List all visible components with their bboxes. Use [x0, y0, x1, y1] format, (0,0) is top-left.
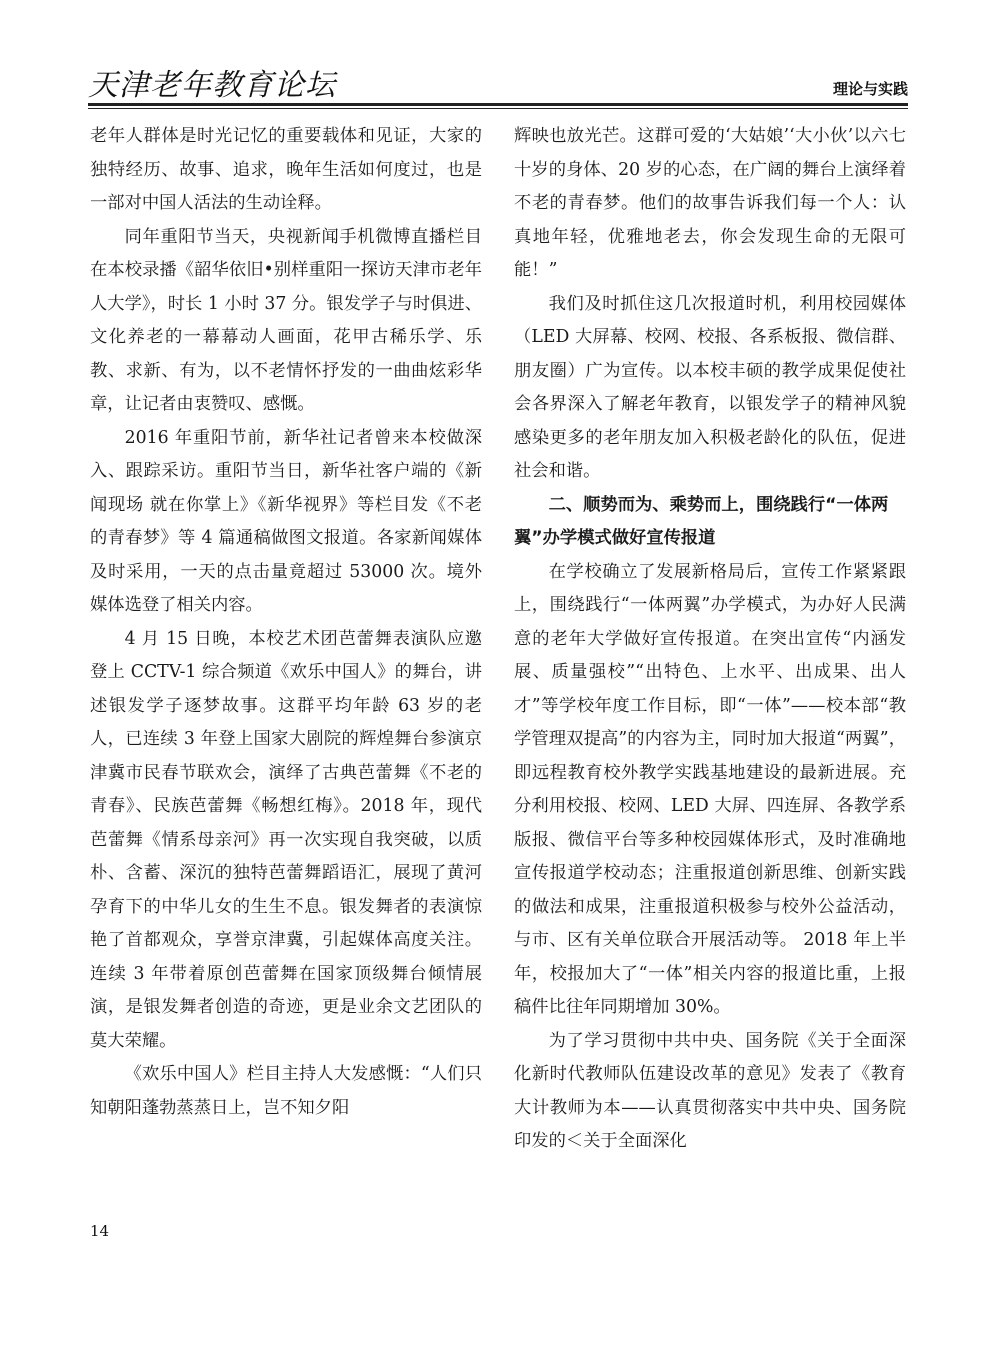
paragraph: 2016 年重阳节前，新华社记者曾来本校做深入、跟踪采访。重阳节当日，新华社客户端的《新闻现场 就在你掌上》《新华视界》等栏目发《不老的青春梦》等 4 篇通稿做图文报道。各家新闻媒体及时采用，一天的点击量竟超过 53000 次。境外媒体选登了相关内容。 — [90, 427, 482, 615]
paragraph: 4 月 15 日晚，本校艺术团芭蕾舞表演队应邀登上 CCTV-1 综合频道《欢乐中国人》的舞台，讲述银发学子逐梦故事。这群平均年龄 63 岁的老人，已连续 3 年登上国家大剧院的辉煌舞台参演京津冀市民春节联欢会，演绎了古典芭蕾舞《不老的青春》、民族芭蕾舞《畅想红梅》。2018 年，现代芭蕾舞《情系母亲河》再一次实现自我突破，以质朴、含蓄、深沉的独特芭蕾舞蹈语汇，展现了黄河孕育下的中华儿女的生生不息。银发舞者的表演惊艳了首都观众，享誉京津冀，引起媒体高度关注。连续 3 年带着原创芭蕾舞在国家顶级舞台倾情展演，是银发舞者创造的奇迹，更是业余文艺团队的莫大荣耀。 — [90, 628, 482, 1051]
header-rule-thin — [88, 108, 908, 109]
section-title: 理论与实践 — [832, 80, 908, 98]
paragraph: 我们及时抓住这几次报道时机，利用校园媒体（LED 大屏幕、校网、校报、各系板报、微信群、朋友圈）广为宣传。以本校丰硕的教学成果促使社会各界深入了解老年教育，以银发学子的精神风貌感染更多的老年朋友加入积极老龄化的队伍，促进社会和谐。 — [514, 293, 906, 481]
paragraph: 老年人群体是时光记忆的重要载体和见证，大家的独特经历、故事、追求，晚年生活如何度过，也是一部对中国人活法的生动诠释。 — [90, 126, 482, 213]
journal-logo: 天津老年教育论坛 — [88, 68, 336, 103]
right-column — [514, 120, 906, 1159]
left-column — [90, 120, 482, 1125]
paragraph: 在学校确立了发展新格局后，宣传工作紧紧跟上，围绕践行“一体两翼”办学模式，为办好人民满意的老年大学做好宣传报道。在突出宣传“内涵发展、质量强校”“出特色、上水平、出成果、出人才”等学校年度工作目标，即“一体”——校本部“教学管理双提高”的内容为主，同时加大报道“两翼”，即远程教育校外教学实践基地建设的最新进展。充分利用校报、校网、LED 大屏、四连屏、各教学系版报、微信平台等多种校园媒体形式，及时准确地宣传报道学校动态；注重报道创新思维、创新实践的做法和成果，注重报道积极参与校外公益活动，与市、区有关单位联合开展活动等。 2018 年上半年，校报加大了“一体”相关内容的报道比重，上报稿件比往年同期增加 30%。 — [514, 561, 906, 1017]
paragraph: 辉映也放光芒。这群可爱的‘大姑娘’‘大小伙’以六七十岁的身体、20 岁的心态，在广阔的舞台上演绎着不老的青春梦。他们的故事告诉我们每一个人：认真地年轻，优雅地老去，你会发现生命的无限可能！” — [514, 126, 906, 280]
paragraph: 同年重阳节当天，央视新闻手机微博直播栏目在本校录播《韶华依旧•别样重阳一探访天津市老年人大学》，时长 1 小时 37 分。银发学子与时俱进、文化养老的一幕幕动人画面，花甲古稀乐学、乐教、求新、有为，以不老情怀抒发的一曲曲炫彩华章，让记者由衷赞叹、感慨。 — [90, 226, 482, 414]
header-rule-thick — [88, 103, 908, 106]
masthead — [88, 60, 908, 102]
paragraph: 《欢乐中国人》栏目主持人大发感慨：“人们只知朝阳蓬勃蒸蒸日上，岂不知夕阳 — [90, 1064, 482, 1118]
page-number: 14 — [90, 1222, 110, 1240]
paragraph: 为了学习贯彻中共中央、国务院《关于全面深化新时代教师队伍建设改革的意见》发表了《教育大计教师为本——认真贯彻落实中共中央、国务院印发的＜关于全面深化 — [514, 1030, 906, 1151]
section-heading: 二、顺势而为、乘势而上，围绕践行“一体两翼”办学模式做好宣传报道 — [514, 494, 889, 548]
